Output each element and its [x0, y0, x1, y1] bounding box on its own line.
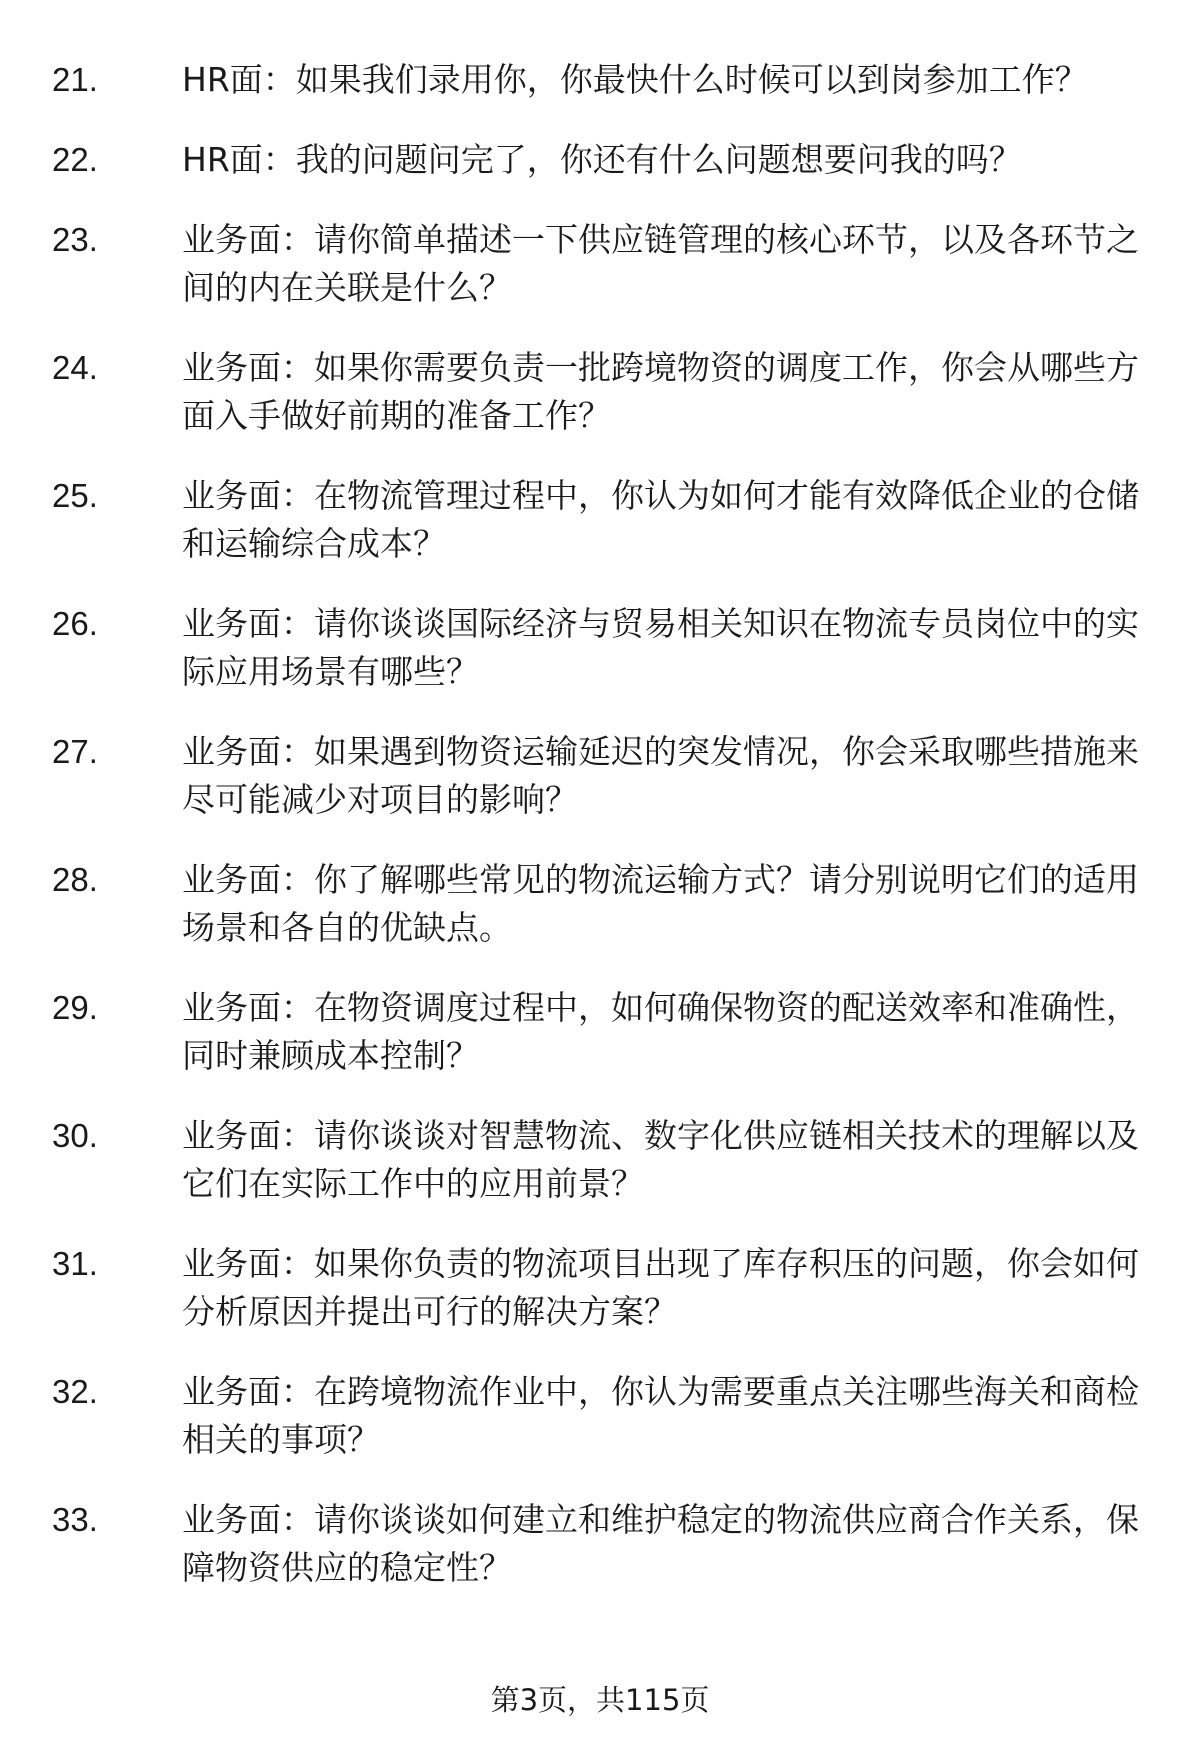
question-text: 你了解哪些常见的物流运输方式？请分别说明它们的适用场景和各自的优缺点。: [182, 860, 1139, 947]
question-number: 27.: [52, 733, 98, 770]
question-category: 业务面: [182, 1116, 281, 1155]
question-number: 25.: [52, 477, 98, 514]
question-separator: ：: [281, 476, 314, 515]
question-body: [182, 1496, 1162, 1592]
question-category: 业务面: [182, 1372, 281, 1411]
question-separator: ：: [281, 732, 314, 771]
question-item: [52, 1240, 1162, 1336]
question-text: 请你谈谈国际经济与贸易相关知识在物流专员岗位中的实际应用场景有哪些？: [182, 604, 1139, 691]
question-category: HR面: [182, 140, 263, 179]
question-separator: ：: [281, 1372, 314, 1411]
question-number: 31.: [52, 1245, 98, 1282]
question-separator: ：: [281, 1500, 314, 1539]
question-category: 业务面: [182, 476, 281, 515]
question-body: [182, 1112, 1162, 1208]
question-number: 28.: [52, 861, 98, 898]
question-text: 如果我们录用你，你最快什么时候可以到岗参加工作？: [295, 60, 1088, 99]
question-category: 业务面: [182, 348, 281, 387]
question-category: 业务面: [182, 220, 281, 259]
question-body: [182, 984, 1162, 1080]
question-separator: ：: [281, 220, 314, 259]
question-item: [52, 344, 1162, 440]
question-number: 23.: [52, 221, 98, 258]
question-separator: ：: [281, 348, 314, 387]
question-separator: ：: [281, 860, 314, 899]
question-item: [52, 856, 1162, 952]
question-text: 请你谈谈对智慧物流、数字化供应链相关技术的理解以及它们在实际工作中的应用前景？: [182, 1116, 1139, 1203]
question-item: [52, 136, 1162, 184]
question-item: [52, 1112, 1162, 1208]
question-number: 33.: [52, 1501, 98, 1538]
question-category: 业务面: [182, 1500, 281, 1539]
question-text: 如果遇到物资运输延迟的突发情况，你会采取哪些措施来尽可能减少对项目的影响？: [182, 732, 1139, 819]
question-text: 在物资调度过程中，如何确保物资的配送效率和准确性，同时兼顾成本控制？: [182, 988, 1139, 1075]
question-number: 21.: [52, 61, 98, 98]
question-number: 30.: [52, 1117, 98, 1154]
question-category: 业务面: [182, 1244, 281, 1283]
question-item: [52, 984, 1162, 1080]
question-number: 32.: [52, 1373, 98, 1410]
question-category: 业务面: [182, 732, 281, 771]
question-category: 业务面: [182, 988, 281, 1027]
question-category: 业务面: [182, 860, 281, 899]
question-item: [52, 1496, 1162, 1592]
question-separator: ：: [262, 140, 296, 179]
question-item: [52, 600, 1162, 696]
question-text: 如果你负责的物流项目出现了库存积压的问题，你会如何分析原因并提出可行的解决方案？: [182, 1244, 1139, 1331]
question-text: 请你简单描述一下供应链管理的核心环节，以及各环节之间的内在关联是什么？: [182, 220, 1139, 307]
question-item: [52, 472, 1162, 568]
question-text: 在物流管理过程中，你认为如何才能有效降低企业的仓储和运输综合成本？: [182, 476, 1139, 563]
question-number: 22.: [52, 141, 98, 178]
question-category: HR面: [182, 60, 263, 99]
question-body: [182, 472, 1162, 568]
question-separator: ：: [262, 60, 296, 99]
question-body: [182, 344, 1162, 440]
question-text: 如果你需要负责一批跨境物资的调度工作，你会从哪些方面入手做好前期的准备工作？: [182, 348, 1139, 435]
question-body: [182, 856, 1162, 952]
question-item: [52, 728, 1162, 824]
question-text: 在跨境物流作业中，你认为需要重点关注哪些海关和商检相关的事项？: [182, 1372, 1139, 1459]
question-item: [52, 216, 1162, 312]
question-text: 我的问题问完了，你还有什么问题想要问我的吗？: [295, 140, 1022, 179]
question-number: 24.: [52, 349, 98, 386]
question-separator: ：: [281, 1116, 314, 1155]
question-body: [182, 1240, 1162, 1336]
question-number: 26.: [52, 605, 98, 642]
question-item: [52, 56, 1162, 104]
question-body: [182, 1368, 1162, 1464]
question-category: 业务面: [182, 604, 281, 643]
question-body: [182, 56, 1162, 104]
question-separator: ：: [281, 604, 314, 643]
question-separator: ：: [281, 1244, 314, 1283]
question-number: 29.: [52, 989, 98, 1026]
question-body: [182, 600, 1162, 696]
question-text: 请你谈谈如何建立和维护稳定的物流供应商合作关系，保障物资供应的稳定性？: [182, 1500, 1139, 1587]
question-body: [182, 216, 1162, 312]
question-item: [52, 1368, 1162, 1464]
question-separator: ：: [281, 988, 314, 1027]
question-body: [182, 136, 1162, 184]
question-body: [182, 728, 1162, 824]
page-number: 第3页，共115页: [490, 1683, 710, 1717]
question-list: [52, 56, 1162, 1624]
